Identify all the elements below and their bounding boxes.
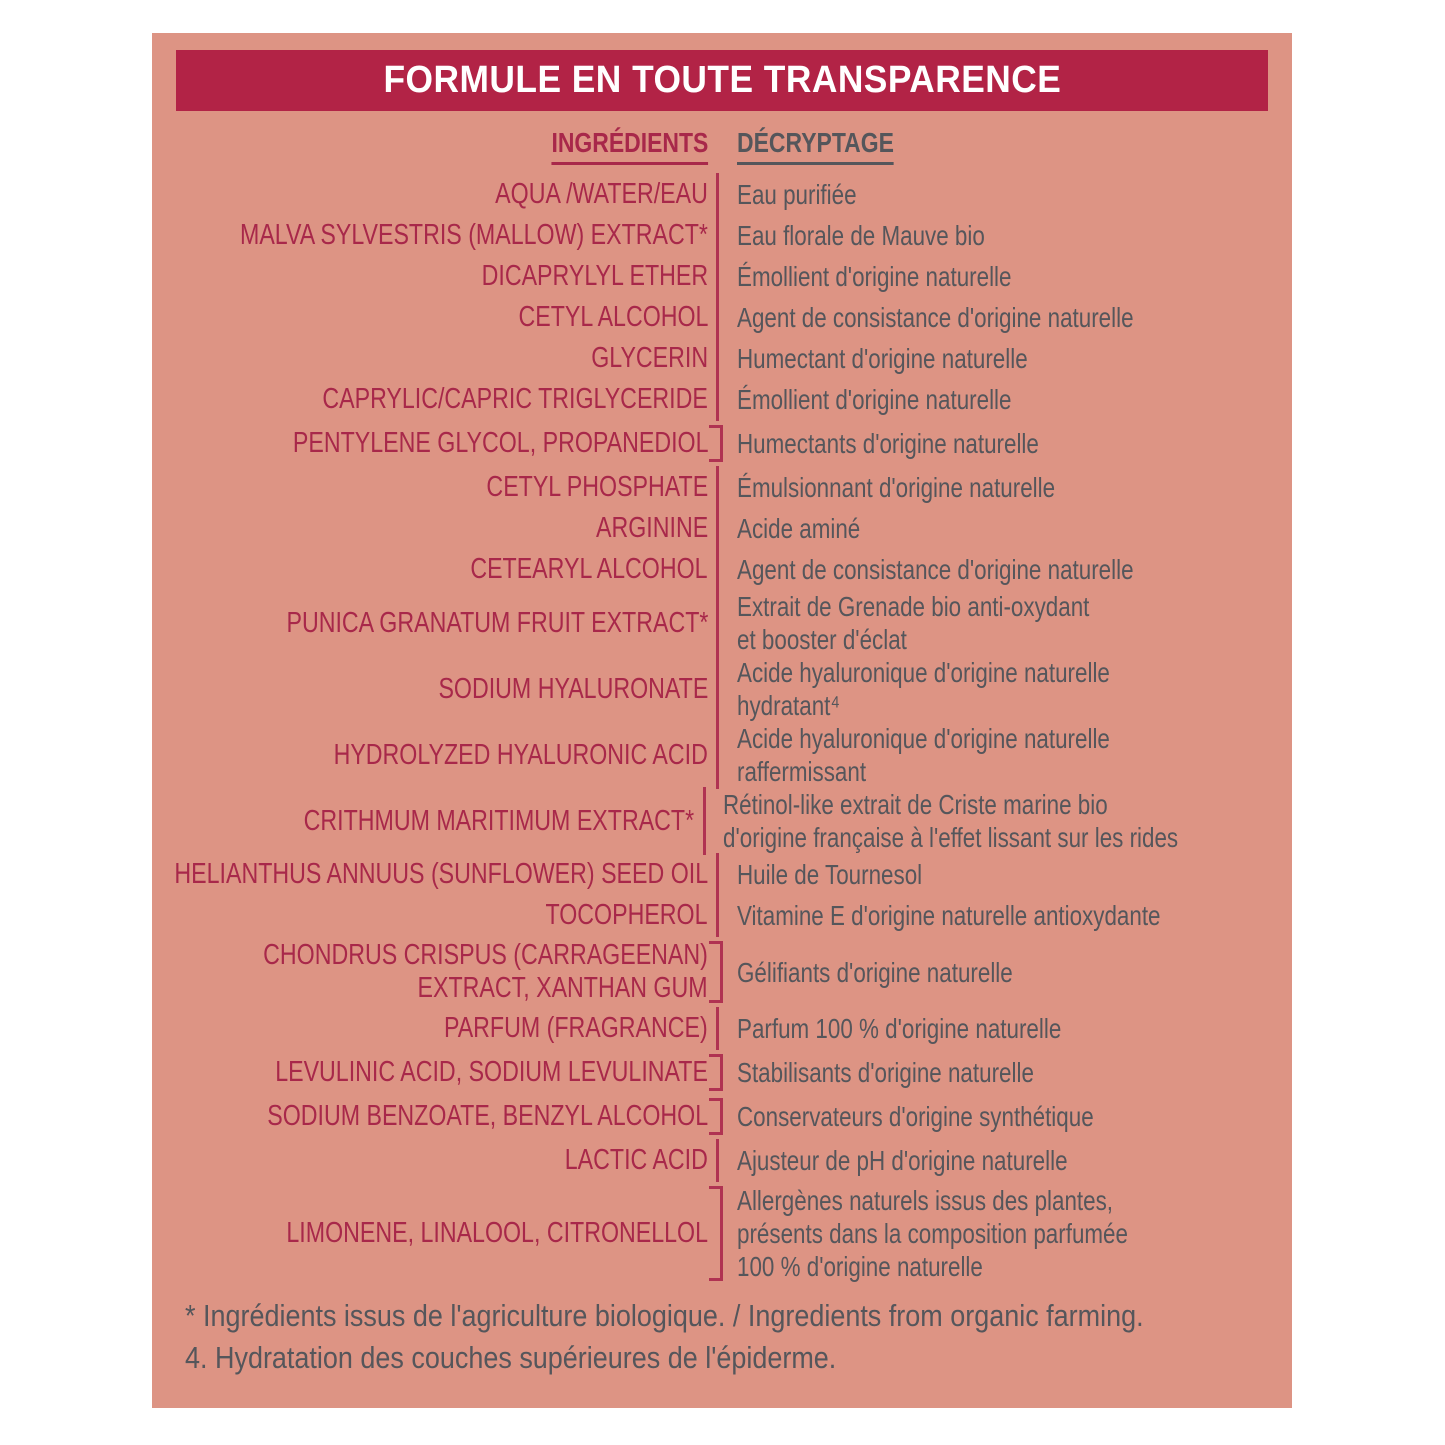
label-panel	[152, 33, 1292, 1408]
ingredient-cell	[152, 553, 708, 586]
description-cell	[728, 1144, 1292, 1177]
table-row	[152, 256, 1292, 297]
description-line: Rétinol-like extrait de Criste marine bio	[723, 789, 1108, 820]
divider-mark	[709, 425, 723, 462]
description-line: Huile de Tournesol	[737, 859, 923, 890]
ingredient-line: CETYL PHOSPHATE	[486, 471, 708, 503]
column-divider	[708, 256, 728, 297]
table-row	[152, 895, 1292, 936]
description-line: Acide hyaluronique d'origine naturelle	[737, 723, 1110, 754]
description-line: Eau florale de Mauve bio	[737, 220, 985, 251]
divider-mark	[716, 337, 719, 380]
column-divider	[708, 939, 728, 1005]
divider-mark	[716, 589, 719, 657]
column-divider	[708, 297, 728, 338]
table-row	[152, 215, 1292, 256]
description-line: Conservateurs d'origine synthétique	[737, 1101, 1094, 1132]
footnote-hydration: 4. Hydratation des couches supérieures de l'épiderme.	[185, 1340, 837, 1375]
description-cell	[728, 260, 1292, 293]
ingredient-cell	[152, 471, 708, 504]
divider-mark	[716, 507, 719, 550]
ingredient-cell	[152, 858, 708, 891]
column-divider	[708, 1008, 728, 1049]
divider-mark	[716, 894, 719, 937]
divider-mark	[716, 1139, 719, 1182]
description-line: présents dans la composition parfumée	[737, 1218, 1128, 1249]
ingredient-line: CHONDRUS CRISPUS (CARRAGEENAN)	[263, 939, 708, 971]
description-cell	[728, 512, 1292, 545]
table-row	[152, 379, 1292, 420]
column-divider	[708, 467, 728, 508]
column-divider	[708, 1096, 728, 1137]
column-divider	[708, 895, 728, 936]
description-cell	[728, 342, 1292, 375]
column-header-gap	[708, 127, 728, 165]
ingredient-cell	[152, 607, 708, 640]
divider-mark	[716, 173, 719, 216]
description-line: Ajusteur de pH d'origine naturelle	[737, 1145, 1068, 1176]
ingredient-cell	[152, 739, 708, 772]
column-divider	[708, 549, 728, 590]
column-divider	[708, 722, 728, 788]
column-divider	[708, 656, 728, 722]
ingredient-line: ARGININE	[595, 512, 708, 544]
description-cell	[728, 1056, 1292, 1089]
table-row	[152, 297, 1292, 338]
ingredient-line: LIMONENE, LINALOOL, CITRONELLOL	[286, 1217, 708, 1249]
column-divider	[708, 854, 728, 895]
ingredient-cell	[152, 512, 708, 545]
description-line: raffermissant	[737, 756, 867, 787]
divider-mark	[709, 1054, 723, 1091]
ingredient-line: LEVULINIC ACID, SODIUM LEVULINATE	[275, 1056, 708, 1088]
footnotes	[185, 1295, 1292, 1379]
table-row	[152, 549, 1292, 590]
ingredient-line: DICAPRYLYL ETHER	[481, 260, 708, 292]
decryptage-column-header	[728, 127, 1292, 165]
description-line: Vitamine E d'origine naturelle antioxydante	[737, 900, 1161, 931]
table-row	[152, 939, 1292, 1005]
ingredient-cell	[152, 673, 708, 706]
ingredient-cell	[152, 383, 708, 416]
ingredients-header-label: INGRÉDIENTS	[551, 127, 708, 165]
title-banner	[176, 50, 1268, 111]
divider-mark	[716, 296, 719, 339]
table-row	[152, 1140, 1292, 1181]
table-row	[152, 467, 1292, 508]
column-divider	[708, 1184, 728, 1283]
ingredient-line: CETEARYL ALCOHOL	[470, 553, 708, 585]
column-divider	[708, 338, 728, 379]
divider-mark	[716, 466, 719, 509]
table-row	[152, 1184, 1292, 1283]
description-line: Agent de consistance d'origine naturelle	[737, 554, 1134, 585]
divider-mark	[716, 255, 719, 298]
description-line: Parfum 100 % d'origine naturelle	[737, 1013, 1062, 1044]
ingredient-line: HELIANTHUS ANNUUS (SUNFLOWER) SEED OIL	[174, 858, 708, 890]
table-row	[152, 1052, 1292, 1093]
description-cell	[728, 553, 1292, 586]
description-cell	[728, 383, 1292, 416]
ingredient-cell	[152, 939, 708, 1005]
description-cell	[728, 1184, 1292, 1283]
description-line: Allergènes naturels issus des plantes,	[737, 1185, 1114, 1216]
description-cell	[728, 899, 1292, 932]
description-line: Acide hyaluronique d'origine naturelle	[737, 657, 1110, 688]
description-line: Humectant d'origine naturelle	[737, 343, 1028, 374]
ingredient-line: EXTRACT, XANTHAN GUM	[417, 972, 708, 1004]
description-cell	[728, 1100, 1292, 1133]
ingredient-line: PUNICA GRANATUM FRUIT EXTRACT*	[286, 606, 708, 639]
column-divider	[708, 1140, 728, 1181]
description-cell	[714, 788, 1292, 854]
description-cell	[728, 722, 1292, 788]
divider-mark	[716, 548, 719, 591]
ingredients-table	[152, 174, 1292, 1283]
divider-mark	[709, 941, 723, 1003]
description-cell	[728, 427, 1292, 460]
column-divider	[708, 215, 728, 256]
description-cell	[728, 858, 1292, 891]
ingredient-line: HYDROLYZED HYALURONIC ACID	[333, 738, 708, 771]
ingredient-cell	[152, 805, 695, 838]
ingredient-line: CAPRYLIC/CAPRIC TRIGLYCERIDE	[322, 383, 708, 415]
ingredient-cell	[152, 219, 708, 252]
description-line: Acide aminé	[737, 513, 861, 544]
table-row	[152, 338, 1292, 379]
ingredient-line: MALVA SYLVESTRIS (MALLOW) EXTRACT*	[240, 219, 708, 251]
ingredient-cell	[152, 342, 708, 375]
table-row	[152, 590, 1292, 656]
description-cell	[728, 956, 1292, 989]
description-cell	[728, 590, 1292, 656]
table-row	[152, 508, 1292, 549]
decryptage-header-label: DÉCRYPTAGE	[737, 127, 894, 165]
description-line: Agent de consistance d'origine naturelle	[737, 302, 1134, 333]
divider-mark	[716, 1007, 719, 1050]
table-row	[152, 1008, 1292, 1049]
description-line: 100 % d'origine naturelle	[737, 1251, 983, 1282]
description-cell	[728, 471, 1292, 504]
table-row	[152, 1096, 1292, 1137]
table-row	[152, 854, 1292, 895]
description-line: d'origine française à l'effet lissant sur les rides	[723, 822, 1179, 853]
description-line: hydratant⁴	[737, 690, 841, 721]
ingredient-line: CRITHMUM MARITIMUM EXTRACT*	[304, 804, 695, 837]
ingredient-line: LACTIC ACID	[564, 1144, 708, 1176]
description-line: Émollient d'origine naturelle	[737, 384, 1012, 415]
divider-mark	[716, 378, 719, 421]
ingredient-cell	[152, 1217, 708, 1250]
description-line: Humectants d'origine naturelle	[737, 428, 1039, 459]
column-divider	[708, 174, 728, 215]
table-row	[152, 788, 1292, 854]
ingredient-line: SODIUM HYALURONATE	[438, 672, 708, 705]
ingredient-line: SODIUM BENZOATE, BENZYL ALCOHOL	[267, 1100, 708, 1132]
description-line: Émulsionnant d'origine naturelle	[737, 472, 1056, 503]
divider-mark	[703, 787, 706, 855]
table-row	[152, 656, 1292, 722]
ingredient-cell	[152, 1056, 708, 1089]
column-divider	[708, 508, 728, 549]
column-divider	[708, 423, 728, 464]
description-cell	[728, 178, 1292, 211]
ingredient-cell	[152, 301, 708, 334]
description-cell	[728, 219, 1292, 252]
description-cell	[728, 301, 1292, 334]
divider-mark	[716, 853, 719, 896]
description-cell	[728, 1012, 1292, 1045]
footnote-organic: * Ingrédients issus de l'agriculture biologique. / Ingredients from organic farming.	[185, 1298, 1144, 1333]
ingredient-cell	[152, 427, 708, 460]
description-line: Eau purifiée	[737, 179, 857, 210]
table-row	[152, 423, 1292, 464]
ingredient-cell	[152, 1100, 708, 1133]
description-line: Gélifiants d'origine naturelle	[737, 956, 1013, 988]
column-headers	[152, 127, 1292, 165]
ingredient-line: GLYCERIN	[591, 342, 708, 374]
column-divider	[708, 1052, 728, 1093]
ingredient-line: PARFUM (FRAGRANCE)	[444, 1012, 708, 1044]
page-title: FORMULE EN TOUTE TRANSPARENCE	[383, 59, 1061, 101]
table-row	[152, 722, 1292, 788]
divider-mark	[709, 1098, 723, 1135]
divider-mark	[716, 655, 719, 723]
table-row	[152, 174, 1292, 215]
ingredient-line: TOCOPHEROL	[545, 899, 708, 931]
description-cell	[728, 656, 1292, 722]
description-line: Émollient d'origine naturelle	[737, 261, 1012, 292]
description-line: Stabilisants d'origine naturelle	[737, 1057, 1034, 1088]
ingredient-cell	[152, 178, 708, 211]
ingredient-line: PENTYLENE GLYCOL, PROPANEDIOL	[292, 427, 708, 459]
ingredient-cell	[152, 260, 708, 293]
divider-mark	[716, 214, 719, 257]
column-divider	[695, 788, 715, 854]
divider-mark	[709, 1186, 723, 1281]
description-line: Extrait de Grenade bio anti-oxydant	[737, 591, 1090, 622]
ingredient-cell	[152, 1012, 708, 1045]
ingredients-column-header	[152, 127, 708, 165]
ingredient-line: CETYL ALCOHOL	[518, 301, 708, 333]
ingredient-line: AQUA /WATER/EAU	[495, 178, 708, 210]
column-divider	[708, 590, 728, 656]
ingredient-cell	[152, 899, 708, 932]
divider-mark	[716, 721, 719, 789]
description-line: et booster d'éclat	[737, 624, 907, 655]
column-divider	[708, 379, 728, 420]
ingredient-cell	[152, 1144, 708, 1177]
